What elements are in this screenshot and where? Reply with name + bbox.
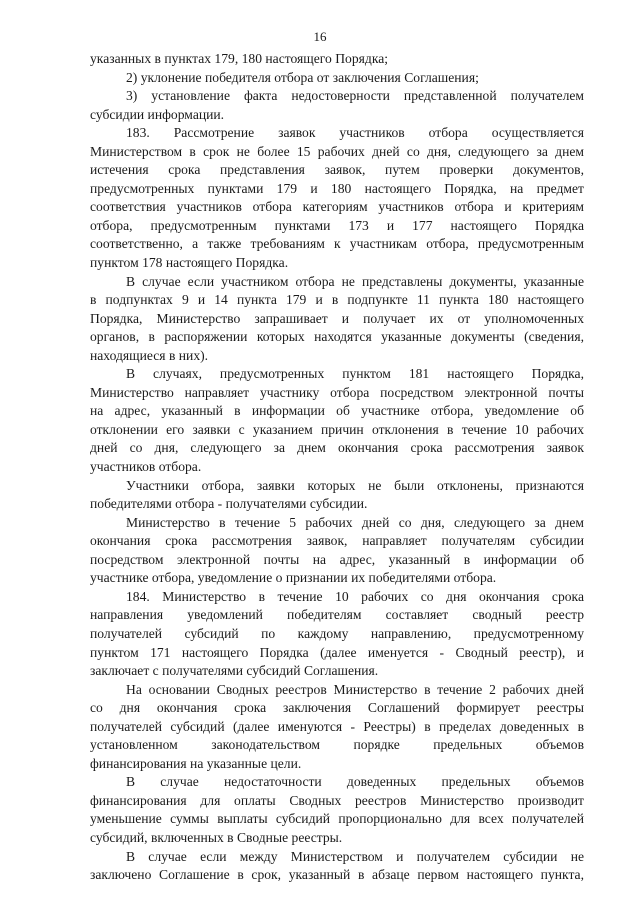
text-line: победителями отбора - получателями субсидии.	[90, 496, 368, 512]
text-line: в подпунктах 9 и 14 пункта 179 и в подпункте 11 пункта 180 настоящего	[90, 292, 584, 308]
text-line: органов, в распоряжении которых находятся указанные документы (сведения,	[90, 329, 584, 345]
text-line: направления уведомлений победителям составляет сводный реестр	[90, 607, 584, 623]
text-line: 3) установление факта недостоверности представленной получателем	[126, 88, 584, 104]
text-line: финансирования для оплаты Сводных реестров Министерство производит	[90, 792, 584, 808]
text-line: предусмотренных пунктами 179 и 180 настоящего Порядка, на предмет	[90, 180, 584, 196]
text-line: субсидий, включенных в Сводные реестры.	[90, 829, 343, 845]
text-line: уменьшение суммы выплаты субсидий пропорционально для всех получателей	[90, 811, 584, 827]
text-line: заключает с получателями субсидий Соглашения.	[90, 663, 379, 679]
text-line: Министерством в срок не более 15 рабочих дней со дня, следующего за днем	[90, 143, 584, 159]
text-line: соответствия участников отбора категориям участников отбора и критериям	[90, 199, 584, 215]
text-line: 183. Рассмотрение заявок участников отбора осуществляется	[126, 125, 584, 141]
text-line: субсидии информации.	[90, 106, 225, 122]
text-line: заключено Соглашение в срок, указанный в абзаце первом настоящего пункта,	[90, 867, 584, 883]
text-line: участнике отбора, уведомление о признании их победителями отбора.	[90, 570, 497, 586]
text-line: указанных в пунктах 179, 180 настоящего Порядка;	[90, 51, 389, 66]
text-line: установленном законодательством порядке предельных объемов	[90, 737, 584, 753]
text-line: На основании Сводных реестров Министерство в течение 2 рабочих дней	[126, 681, 584, 697]
page-number: 16	[313, 29, 327, 44]
text-line: отклонении его заявки с указанием причин отклонения в течение 10 рабочих	[90, 421, 584, 437]
text-line: Участники отбора, заявки которых не были отклонены, признаются	[126, 477, 584, 493]
text-line: со дня окончания срока заключения Соглашений формирует реестры	[90, 700, 584, 716]
document-body	[90, 50, 584, 885]
text-line: истечения срока представления заявок, путем проверки документов,	[90, 162, 584, 178]
text-line: находящиеся в них).	[90, 347, 209, 363]
text-line: пунктом 178 настоящего Порядка.	[90, 255, 289, 271]
text-line: Порядка, Министерство запрашивает и получает их от уполномоченных	[90, 310, 584, 326]
text-line: 184. Министерство в течение 10 рабочих со дня окончания срока	[126, 588, 584, 604]
text-line: пунктом 171 настоящего Порядка (далее именуется - Сводный реестр), и	[90, 644, 584, 660]
text-line: Министерство в течение 5 рабочих дней со дня, следующего за днем	[126, 514, 584, 530]
text-line: соответственно, а также требованиям к участникам отбора, предусмотренным	[90, 236, 584, 252]
text-line: финансирования на указанные цели.	[90, 755, 302, 771]
text-line: В случаях, предусмотренных пунктом 181 настоящего Порядка,	[126, 366, 584, 382]
text-line: дней со дня, следующего за днем окончания срока рассмотрения заявок	[90, 440, 584, 456]
text-line: 2) уклонение победителя отбора от заключения Соглашения;	[126, 69, 479, 85]
text-line: Министерство направляет участнику отбора посредством электронной почты	[90, 384, 584, 400]
text-line: В случае если между Министерством и получателем субсидии не	[126, 848, 584, 864]
text-line: отбора, предусмотренным пунктами 173 и 177 настоящего Порядка	[90, 217, 584, 233]
text-line: посредством электронной почты на адрес, указанный в информации об	[90, 551, 584, 567]
text-line: на адрес, указанный в информации об участнике отбора, уведомление об	[90, 403, 584, 419]
text-line: В случае недостаточности доведенных предельных объемов	[126, 774, 584, 790]
text-line: участников отбора.	[90, 459, 202, 475]
text-line: получателей субсидий по каждому направлению, предусмотренному	[90, 625, 584, 641]
text-line: В случае если участником отбора не представлены документы, указанные	[126, 273, 584, 289]
text-line: окончания срока рассмотрения заявок, направляет получателям субсидии	[90, 533, 584, 549]
text-line: получателей субсидий (далее именуются - Реестры) в пределах доведенных в	[90, 718, 584, 734]
